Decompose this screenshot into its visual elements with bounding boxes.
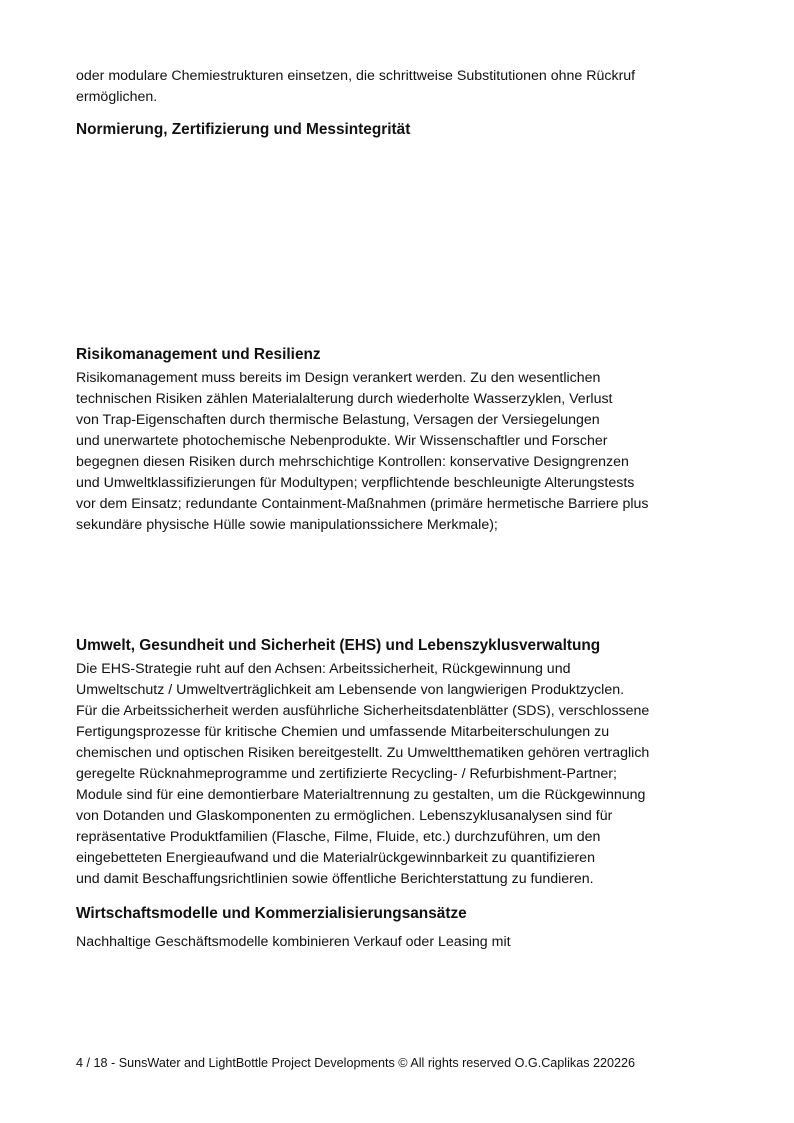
text-line: chemischen und optischen Risiken bereitgestellt. Zu Umweltthematiken gehören vertraglich <box>76 745 650 761</box>
text-line: Module sind für eine demontierbare Materialtrennung zu gestalten, um die Rückgewinnung <box>76 787 646 803</box>
intro-paragraph <box>76 66 726 108</box>
page-footer: 4 / 18 - SunsWater and LightBottle Project Developments © All rights reserved O.G.Caplikas 220226 <box>76 1056 636 1070</box>
section-heading: Wirtschaftsmodelle und Kommerzialisierungsansätze <box>76 905 467 922</box>
section-wirtschaftsmodelle <box>76 904 726 953</box>
text-line: oder modulare Chemiestrukturen einsetzen, die schrittweise Substitutionen ohne Rückruf <box>76 68 636 84</box>
text-line: ermöglichen. <box>76 89 158 105</box>
section-normierung <box>76 120 726 140</box>
text-line: Fertigungsprozesse für kritische Chemien und umfassende Mitarbeiterschulungen zu <box>76 724 610 740</box>
text-line: Umweltschutz / Umweltverträglichkeit am Lebensende von langwierigen Produktzyclen. <box>76 682 625 698</box>
text-line: und damit Beschaffungsrichtlinien sowie öffentliche Berichterstattung zu fundieren. <box>76 871 594 887</box>
text-line: von Dotanden und Glaskomponenten zu ermöglichen. Lebenszyklusanalysen sind für <box>76 808 613 824</box>
text-line: geregelte Rücknahmeprogramme und zertifizierte Recycling- / Refurbishment-Partner; <box>76 766 617 782</box>
section-paragraph <box>76 659 726 890</box>
text-line: Die EHS-Strategie ruht auf den Achsen: Arbeitssicherheit, Rückgewinnung und <box>76 661 571 677</box>
text-line: und Umweltklassifizierungen für Modultypen; verpflichtende beschleunigte Alterungstests <box>76 475 635 491</box>
text-line: begegnen diesen Risiken durch mehrschichtige Kontrollen: konservative Designgrenzen <box>76 454 629 470</box>
text-line: von Trap-Eigenschaften durch thermische Belastung, Versagen der Versiegelungen <box>76 412 600 428</box>
text-line: und unerwartete photochemische Nebenprodukte. Wir Wissenschaftler und Forscher <box>76 433 608 449</box>
text-line: Für die Arbeitssicherheit werden ausführliche Sicherheitsdatenblätter (SDS), verschlossene <box>76 703 650 719</box>
section-paragraph <box>76 368 726 536</box>
text-line: repräsentative Produktfamilien (Flasche, Filme, Fluide, etc.) durchzuführen, um den <box>76 829 601 845</box>
section-heading: Umwelt, Gesundheit und Sicherheit (EHS) und Lebenszyklusverwaltung <box>76 637 601 654</box>
text-line: Risikomanagement muss bereits im Design verankert werden. Zu den wesentlichen <box>76 370 601 386</box>
section-heading: Normierung, Zertifizierung und Messintegrität <box>76 121 411 138</box>
section-paragraph <box>76 932 726 953</box>
text-line: vor dem Einsatz; redundante Containment-Maßnahmen (primäre hermetische Barriere plus <box>76 496 649 512</box>
section-risikomanagement <box>76 345 726 536</box>
section-heading: Risikomanagement und Resilienz <box>76 346 321 363</box>
text-line: Nachhaltige Geschäftsmodelle kombinieren Verkauf oder Leasing mit <box>76 934 511 950</box>
section-ehs <box>76 636 726 890</box>
text-line: technischen Risiken zählen Materialalterung durch wiederholte Wasserzyklen, Verlust <box>76 391 613 407</box>
text-line: eingebetteten Energieaufwand und die Materialrückgewinnbarkeit zu quantifizieren <box>76 850 595 866</box>
text-line: sekundäre physische Hülle sowie manipulationssichere Merkmale); <box>76 517 498 533</box>
